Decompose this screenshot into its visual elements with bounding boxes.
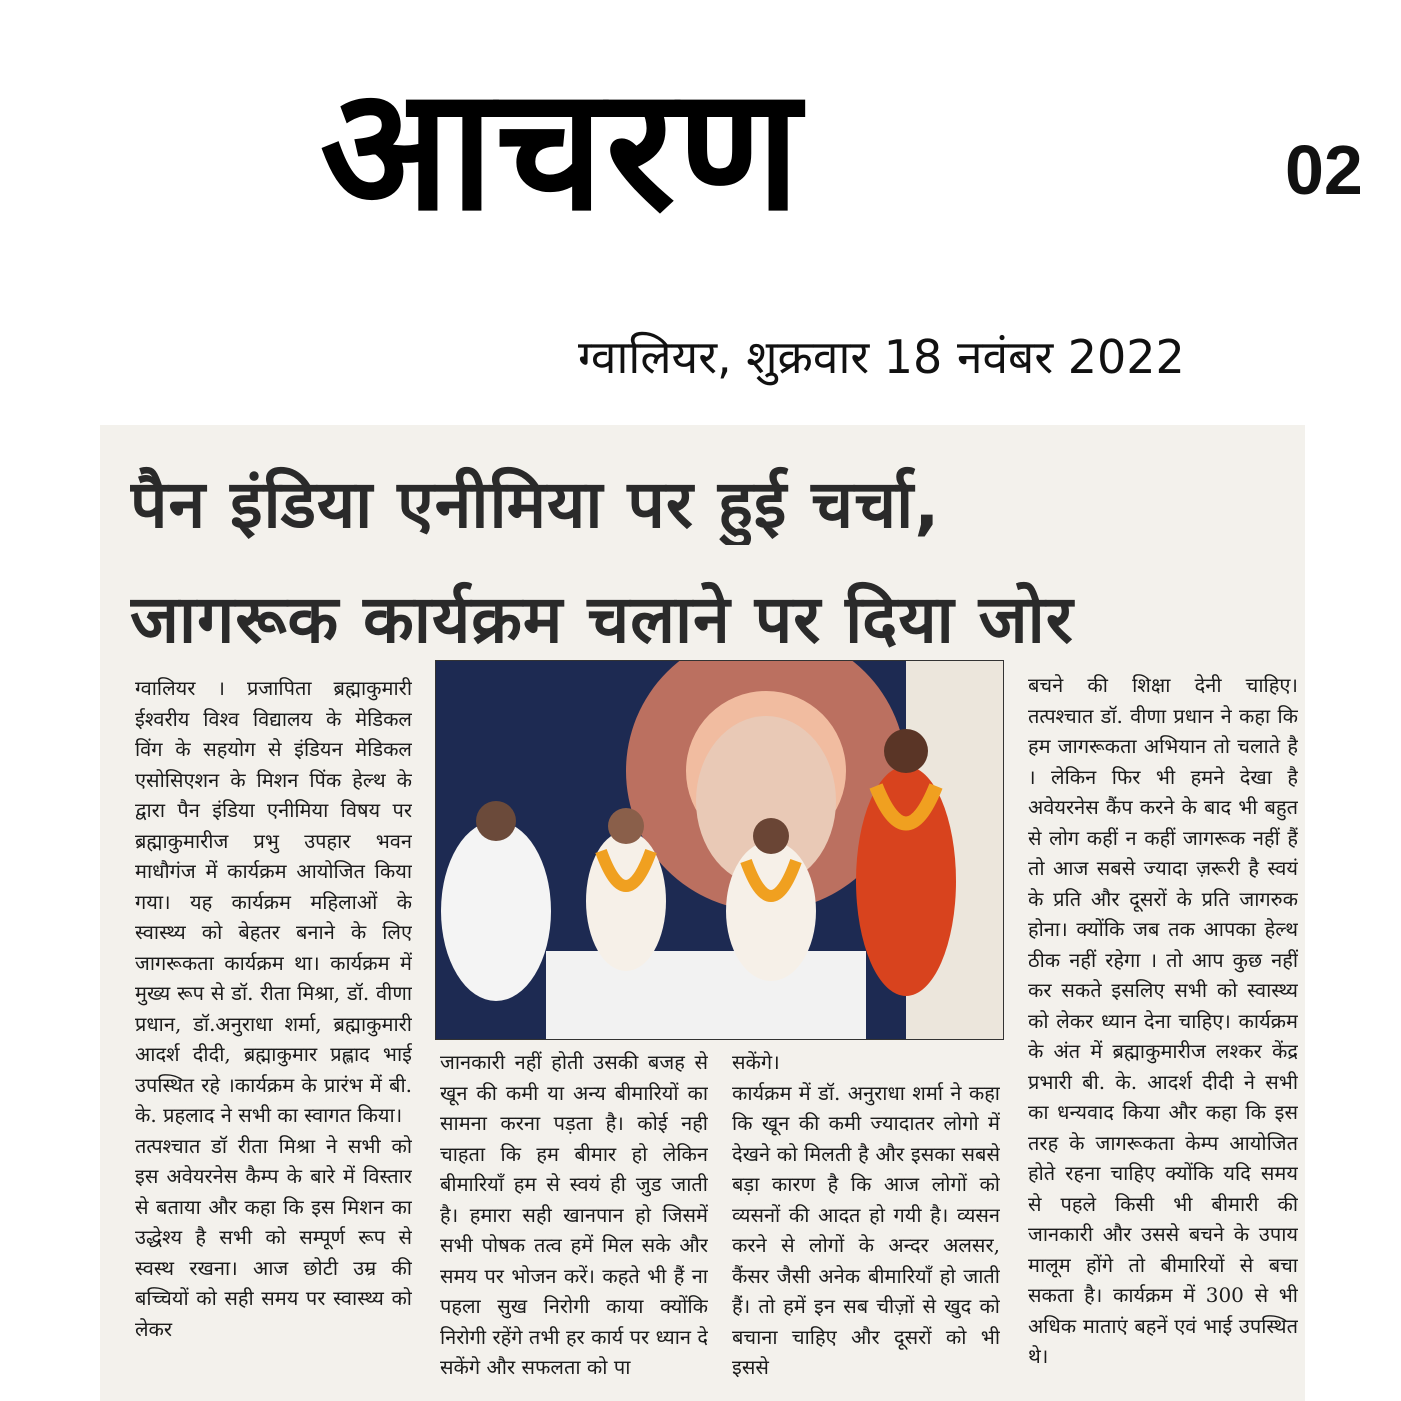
- column-2-paragraph: जानकारी नहीं होती उसकी बजह से खून की कमी या अन्य बीमारियों का सामना करना पड़ता है। कोई नही चाहता कि हम बीमार हो लेकिन बीमारियाँ हम से स्वयं ही जुड जाती है। हमारा सही खानपान हो जिसमें सभी पोषक तत्व हमें मिल सके और समय पर भोजन करें। कहते भी हैं ना पहला सुख निरोगी काया क्योंकि निरोगी रहेंगे तभी हर कार्य पर ध्यान दे सकेंगे और सफलता को पा: [440, 1050, 708, 1379]
- photo-person-2: [586, 831, 666, 971]
- article-column-4: [1028, 670, 1298, 1401]
- column-3-paragraph-2: कार्यक्रम में डॉ. अनुराधा शर्मा ने कहा कि खून की कमी ज्यादातर लोगो में देखने को मिलती है और इसका सबसे बड़ा कारण है कि आज लोगों को व्यसनों की आदत हो गयी है। व्यसन करने से लोगों के अन्दर अलसर, कैंसर जैसी अनेक बीमारियाँ हो जाती हैं। तो हमें इन सब चीज़ों से खुद को बचाना चाहिए और दूसरों को भी इससे: [732, 1080, 1000, 1379]
- column-1-paragraph-1: ग्वालियर । प्रजापिता ब्रह्माकुमारी ईश्वरीय विश्व विद्यालय के मेडिकल विंग के सहयोग से इंडियन मेडिकल एसोसिएशन के मिशन पिंक हेल्थ के द्वारा पैन इंडिया एनीमिया विषय पर ब्रह्माकुमारीज प्रभु उपहार भवन माधौगंज में कार्यक्रम आयोजित किया गया। यह कार्यक्रम महिलाओं के स्वास्थ्य को बेहतर बनाने के लिए जागरूकता कार्यक्रम था। कार्यक्रम में मुख्य रूप से डॉ. रीता मिश्रा, डॉ. वीणा प्रधान, डॉ.अनुराधा शर्मा, ब्रह्माकुमारी आदर्श दीदी, ब्रह्माकुमार प्रह्लाद भाई उपस्थित रहे ।कार्यक्रम के प्रारंभ में बी. के. प्रहलाद ने सभी का स्वागत किया।: [135, 676, 412, 1127]
- masthead-title: आचरण: [320, 51, 803, 249]
- page-number: 02: [1285, 131, 1363, 209]
- photo-person-1: [441, 821, 551, 1001]
- event-photo-illustration: [436, 661, 1003, 1039]
- photo-speaker: [856, 766, 956, 996]
- dateline: ग्वालियर, शुक्रवार 18 नवंबर 2022: [578, 330, 1185, 384]
- column-1-paragraph-2: तत्पश्चात डॉ रीता मिश्रा ने सभी को इस अवेयरनेस कैम्प के बारे में विस्तार से बताया और कहा कि इस मिशन का उद्धेश्य है सभी को सम्पूर्ण रूप से स्वस्थ रखना। आज छोटी उम्र की बच्चियों को सही समय पर स्वास्थ्य को लेकर: [135, 1133, 412, 1341]
- photo-stage-table: [546, 951, 866, 1039]
- photo-person-3-head: [753, 818, 789, 854]
- column-4-paragraph: बचने की शिक्षा देनी चाहिए। तत्पश्चात डॉ. वीणा प्रधान ने कहा कि हम जागरूकता अभियान तो चलाते है । लेकिन फिर भी हमने देखा है अवेयरनेस कैंप करने के बाद भी बहुत से लोग कहीं न कहीं जागरूक नहीं हैं तो आज सबसे ज्यादा ज़रूरी है स्वयं के प्रति और दूसरों के प्रति जागरुक होना। क्योंकि जब तक आपका हेल्थ ठीक नहीं रहेगा । तो आप कुछ नहीं कर सकते इसलिए सभी को स्वास्थ्य को लेकर ध्यान देना चाहिए। कार्यक्रम के अंत में ब्रह्माकुमारीज लश्कर केंद्र प्रभारी बी. के. आदर्श दीदी ने सभी का धन्यवाद किया और कहा कि इस तरह के जागरूकता केम्प आयोजित होते रहना चाहिए क्योंकि यदि समय से पहले किसी भी बीमारी की जानकारी और उससे बचने के उपाय मालूम होंगे तो बीमारियों से बचा सकता है। कार्यक्रम में 300 से भी अधिक माताएं बहनें एवं भाई उपस्थित थे।: [1028, 673, 1298, 1368]
- article-column-1: [135, 673, 412, 1401]
- photo-speaker-head: [884, 729, 928, 773]
- article-column-2: [440, 1047, 708, 1401]
- column-3-paragraph-1: सकेंगे।: [732, 1050, 780, 1074]
- photo-person-3: [726, 841, 816, 981]
- event-photo: [435, 660, 1004, 1040]
- photo-person-1-head: [476, 801, 516, 841]
- news-clipping: [100, 425, 1305, 1401]
- headline-line-1: पैन इंडिया एनीमिया पर हुई चर्चा,: [130, 466, 941, 543]
- article-column-3: [732, 1047, 1000, 1401]
- headline-line-2: जागरूक कार्यक्रम चलाने पर दिया जोर: [130, 581, 1074, 658]
- photo-person-2-head: [608, 808, 644, 844]
